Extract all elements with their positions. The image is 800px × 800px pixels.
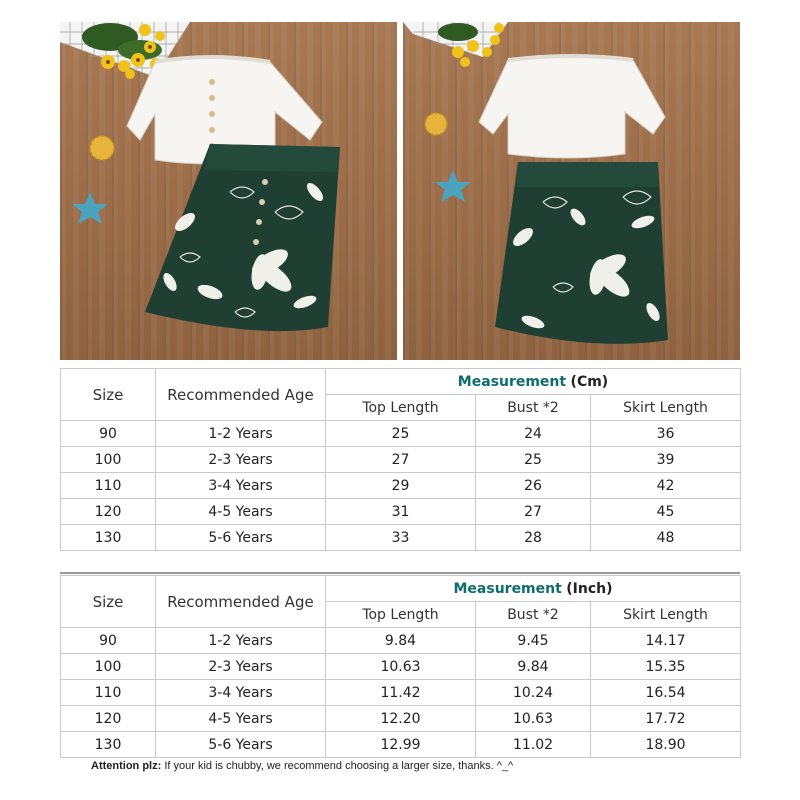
cell-top-length: 9.84 xyxy=(326,628,476,654)
cell-size: 90 xyxy=(61,628,156,654)
header-top-length: Top Length xyxy=(326,395,476,421)
table-row xyxy=(61,473,741,499)
cell-age: 5-6 Years xyxy=(156,732,326,758)
header-measurement xyxy=(326,369,741,395)
table-row xyxy=(61,654,741,680)
cell-bust: 25 xyxy=(476,447,591,473)
product-photo-back xyxy=(403,22,740,360)
header-bust: Bust *2 xyxy=(476,602,591,628)
cell-size: 90 xyxy=(61,421,156,447)
table-row xyxy=(61,680,741,706)
cell-skirt-length: 16.54 xyxy=(591,680,741,706)
floral-skirt xyxy=(145,144,340,331)
floral-skirt xyxy=(495,162,668,344)
header-size: Size xyxy=(61,369,156,421)
cell-bust: 10.63 xyxy=(476,706,591,732)
table-divider xyxy=(60,572,740,574)
cell-skirt-length: 39 xyxy=(591,447,741,473)
cell-skirt-length: 15.35 xyxy=(591,654,741,680)
cell-size: 130 xyxy=(61,732,156,758)
table-row xyxy=(61,447,741,473)
header-size: Size xyxy=(61,576,156,628)
cell-size: 120 xyxy=(61,706,156,732)
cell-age: 1-2 Years xyxy=(156,421,326,447)
header-recommended-age: Recommended Age xyxy=(156,576,326,628)
table-row xyxy=(61,706,741,732)
cell-bust: 26 xyxy=(476,473,591,499)
starfish-decoration xyxy=(72,192,108,224)
cell-size: 110 xyxy=(61,680,156,706)
attention-note xyxy=(91,760,513,772)
unit-label: (Inch) xyxy=(566,580,613,597)
attention-text: If your kid is chubby, we recommend choosing a larger size, thanks. ^_^ xyxy=(161,760,514,772)
cell-skirt-length: 18.90 xyxy=(591,732,741,758)
size-chart-cm xyxy=(60,368,741,565)
table-row xyxy=(61,421,741,447)
cell-skirt-length: 36 xyxy=(591,421,741,447)
cell-age: 3-4 Years xyxy=(156,680,326,706)
measurement-label: Measurement xyxy=(457,373,567,390)
cell-size: 130 xyxy=(61,525,156,551)
cell-top-length: 12.20 xyxy=(326,706,476,732)
cell-age: 5-6 Years xyxy=(156,525,326,551)
cell-skirt-length: 48 xyxy=(591,525,741,551)
cell-bust: 11.02 xyxy=(476,732,591,758)
table-spacer xyxy=(61,551,741,566)
cell-age: 4-5 Years xyxy=(156,706,326,732)
cell-age: 2-3 Years xyxy=(156,654,326,680)
measurement-label: Measurement xyxy=(453,580,562,597)
cell-size: 110 xyxy=(61,473,156,499)
cell-size: 100 xyxy=(61,654,156,680)
attention-label: Attention plz: xyxy=(91,760,162,772)
cell-size: 120 xyxy=(61,499,156,525)
table-row xyxy=(61,525,741,551)
cell-bust: 27 xyxy=(476,499,591,525)
product-photo-front xyxy=(60,22,397,360)
table-row xyxy=(61,499,741,525)
cell-top-length: 31 xyxy=(326,499,476,525)
unit-label: (Cm) xyxy=(570,373,609,390)
header-skirt-length: Skirt Length xyxy=(591,602,741,628)
cell-top-length: 29 xyxy=(326,473,476,499)
white-top xyxy=(479,55,665,158)
cell-top-length: 10.63 xyxy=(326,654,476,680)
cell-skirt-length: 42 xyxy=(591,473,741,499)
cell-age: 3-4 Years xyxy=(156,473,326,499)
cell-top-length: 25 xyxy=(326,421,476,447)
cell-skirt-length: 45 xyxy=(591,499,741,525)
cell-bust: 9.84 xyxy=(476,654,591,680)
cell-skirt-length: 14.17 xyxy=(591,628,741,654)
cell-bust: 9.45 xyxy=(476,628,591,654)
cell-age: 1-2 Years xyxy=(156,628,326,654)
cell-top-length: 11.42 xyxy=(326,680,476,706)
cell-bust: 28 xyxy=(476,525,591,551)
table-row xyxy=(61,732,741,758)
cell-bust: 10.24 xyxy=(476,680,591,706)
cell-bust: 24 xyxy=(476,421,591,447)
cell-top-length: 27 xyxy=(326,447,476,473)
cell-age: 4-5 Years xyxy=(156,499,326,525)
size-chart-inch xyxy=(60,575,741,758)
table-row xyxy=(61,628,741,654)
header-measurement xyxy=(326,576,741,602)
header-top-length: Top Length xyxy=(326,602,476,628)
cell-age: 2-3 Years xyxy=(156,447,326,473)
cell-size: 100 xyxy=(61,447,156,473)
cell-skirt-length: 17.72 xyxy=(591,706,741,732)
cell-top-length: 33 xyxy=(326,525,476,551)
starfish-decoration xyxy=(435,170,471,202)
header-recommended-age: Recommended Age xyxy=(156,369,326,421)
header-bust: Bust *2 xyxy=(476,395,591,421)
cell-top-length: 12.99 xyxy=(326,732,476,758)
header-skirt-length: Skirt Length xyxy=(591,395,741,421)
